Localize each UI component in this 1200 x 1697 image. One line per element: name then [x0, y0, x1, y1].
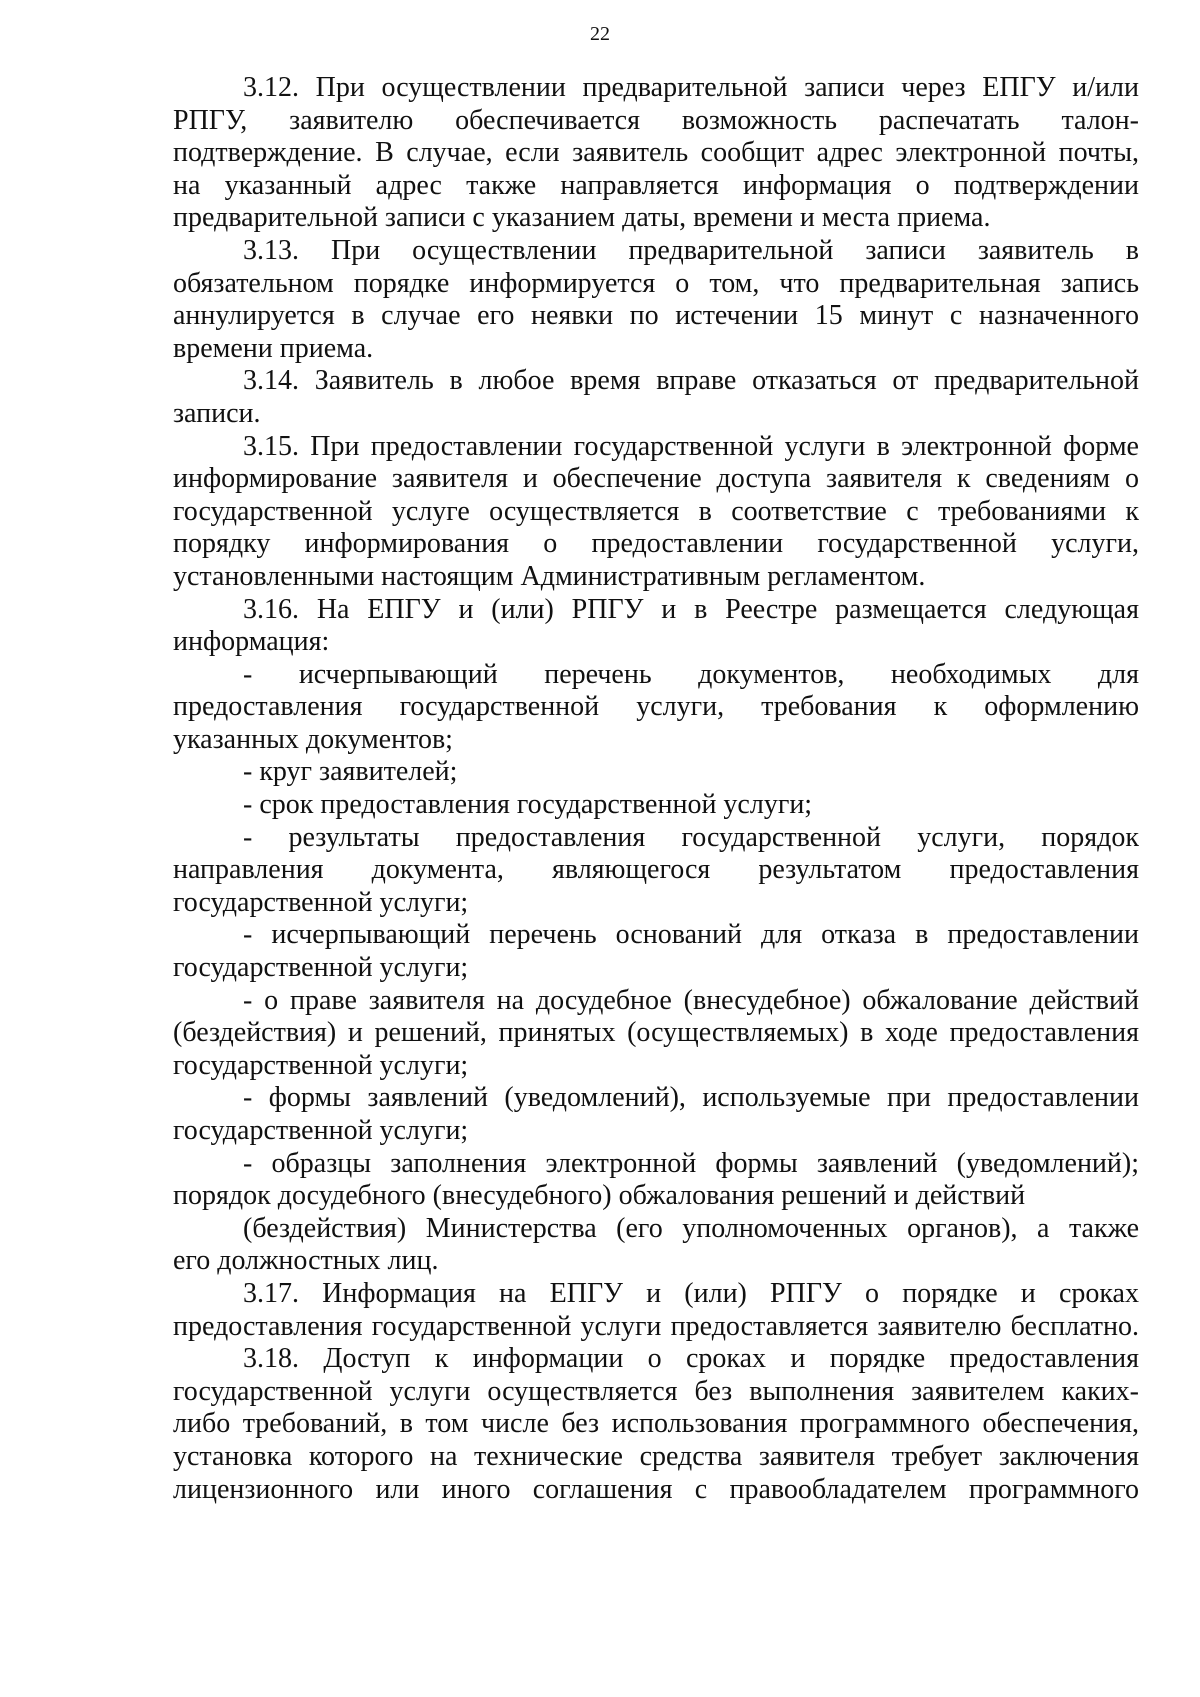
- text-line: - результаты предоставления государственной услуги, порядок: [243, 821, 1139, 853]
- text-line: 3.16. На ЕПГУ и (или) РПГУ и в Реестре размещается следующая: [243, 593, 1139, 625]
- text-line: аннулируется в случае его неявки по истечении 15 минут с назначенного: [173, 300, 1139, 332]
- text-line: его должностных лиц.: [173, 1245, 439, 1277]
- text-line: информация:: [173, 626, 330, 658]
- text-line: (бездействия) и решений, принятых (осуществляемых) в ходе предоставления: [173, 1017, 1139, 1049]
- text-line: (бездействия) Министерства (его уполномоченных органов), а также: [243, 1212, 1139, 1244]
- text-line: 3.14. Заявитель в любое время вправе отказаться от предварительной: [243, 365, 1139, 397]
- text-line: 3.18. Доступ к информации о сроках и порядке предоставления: [243, 1343, 1139, 1375]
- text-line: порядок досудебного (внесудебного) обжалования решений и действий: [173, 1180, 1026, 1212]
- text-line: установка которого на технические средства заявителя требует заключения: [173, 1440, 1139, 1472]
- text-line: 3.17. Информация на ЕПГУ и (или) РПГУ о порядке и сроках: [243, 1277, 1139, 1309]
- text-line: порядку информирования о предоставлении государственной услуги,: [173, 528, 1139, 560]
- text-line: государственной услуги;: [173, 886, 469, 918]
- text-line: государственной услуги;: [173, 952, 469, 984]
- text-line: обязательном порядке информируется о том, что предварительная запись: [173, 267, 1139, 299]
- text-line: - о праве заявителя на досудебное (внесудебное) обжалование действий: [243, 984, 1139, 1016]
- text-line: государственной услуги осуществляется без выполнения заявителем каких-: [173, 1375, 1139, 1407]
- text-line: лицензионного или иного соглашения с правообладателем программного: [173, 1473, 1139, 1505]
- page-number: 22: [590, 23, 610, 45]
- text-line: - круг заявителей;: [243, 756, 458, 788]
- text-line: 3.13. При осуществлении предварительной записи заявитель в: [243, 234, 1139, 266]
- text-line: - исчерпывающий перечень оснований для отказа в предоставлении: [243, 919, 1139, 951]
- text-line: государственной услуге осуществляется в соответствие с требованиями к: [173, 495, 1139, 527]
- text-line: указанных документов;: [173, 723, 453, 755]
- text-line: на указанный адрес также направляется информация о подтверждении: [173, 169, 1139, 201]
- text-line: - формы заявлений (уведомлений), используемые при предоставлении: [243, 1082, 1139, 1114]
- text-line: времени приема.: [173, 332, 374, 364]
- text-line: предоставления государственной услуги, требования к оформлению: [173, 691, 1139, 723]
- text-line: направления документа, являющегося результатом предоставления: [173, 854, 1139, 886]
- text-line: предоставления государственной услуги предоставляется заявителю бесплатно.: [173, 1310, 1139, 1342]
- text-line: установленными настоящим Административным регламентом.: [173, 560, 926, 592]
- text-line: государственной услуги;: [173, 1049, 469, 1081]
- text-line: предварительной записи с указанием даты, времени и места приема.: [173, 202, 991, 234]
- text-line: - срок предоставления государственной услуги;: [243, 789, 813, 821]
- text-line: 3.12. При осуществлении предварительной записи через ЕПГУ и/или: [243, 72, 1139, 103]
- text-line: РПГУ, заявителю обеспечивается возможность распечатать талон-: [173, 104, 1139, 136]
- text-line: - образцы заполнения электронной формы заявлений (уведомлений);: [243, 1147, 1139, 1179]
- text-line: государственной услуги;: [173, 1115, 469, 1146]
- text-line: 3.15. При предоставлении государственной услуги в электронной форме: [243, 430, 1139, 462]
- text-line: - исчерпывающий перечень документов, необходимых для: [243, 658, 1139, 690]
- text-line: либо требований, в том числе без использования программного обеспечения,: [173, 1408, 1139, 1440]
- document-body: [173, 72, 1139, 1506]
- text-line: подтверждение. В случае, если заявитель сообщит адрес электронной почты,: [173, 137, 1139, 169]
- text-line: записи.: [173, 397, 261, 429]
- text-line: информирование заявителя и обеспечение доступа заявителя к сведениям о: [173, 463, 1139, 495]
